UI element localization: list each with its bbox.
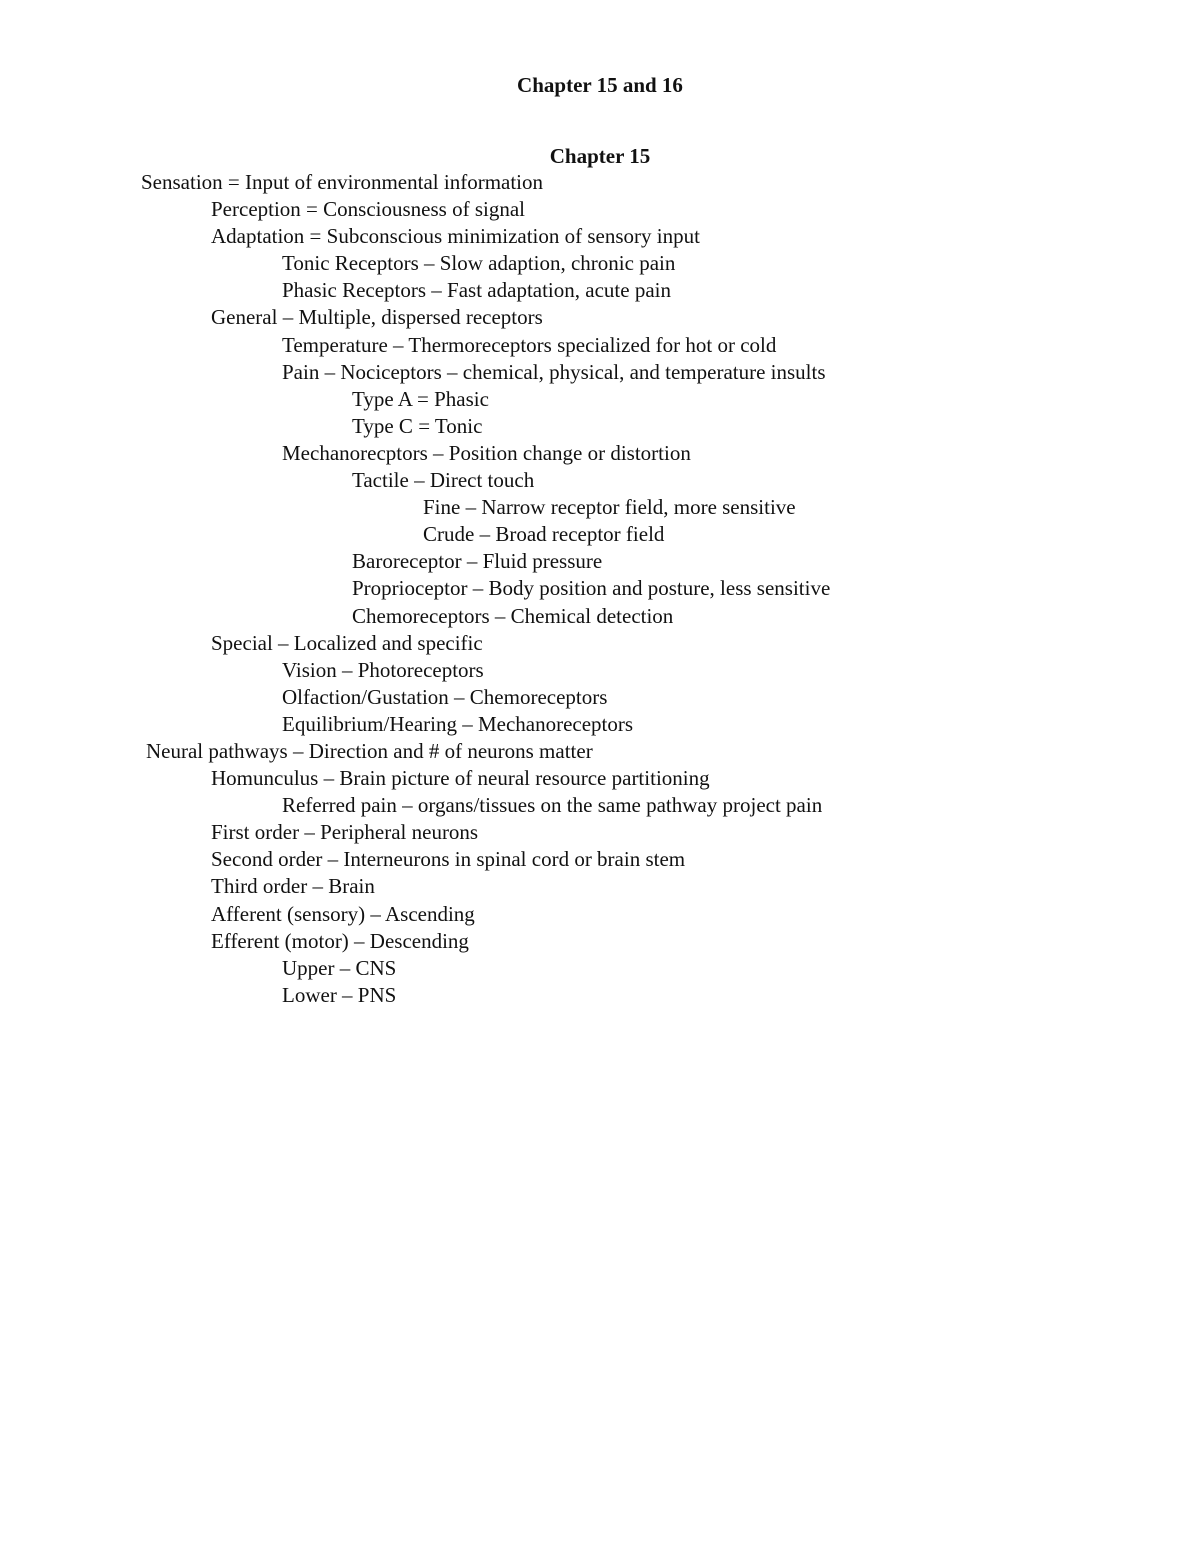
outline-line: Third order – Brain [211, 874, 375, 899]
outline-line: Crude – Broad receptor field [423, 522, 665, 547]
outline-list [0, 169, 1200, 1009]
outline-line: Equilibrium/Hearing – Mechanoreceptors [282, 711, 634, 736]
document-title: Chapter 15 and 16 [517, 73, 683, 97]
outline-line: Chemoreceptors – Chemical detection [352, 603, 674, 628]
outline-line: Proprioceptor – Body position and posture, less sensitive [352, 576, 831, 601]
outline-line: Fine – Narrow receptor field, more sensitive [423, 495, 796, 520]
outline-line: Mechanorecptors – Position change or distortion [282, 440, 691, 465]
outline-line: Temperature – Thermoreceptors specialized for hot or cold [282, 332, 777, 357]
outline-line: Referred pain – organs/tissues on the same pathway project pain [282, 793, 823, 818]
outline-line: Phasic Receptors – Fast adaptation, acute pain [282, 278, 671, 303]
outline-line: Homunculus – Brain picture of neural resource partitioning [211, 766, 710, 791]
outline-line: Perception = Consciousness of signal [211, 197, 525, 222]
outline-line: Adaptation = Subconscious minimization of sensory input [211, 224, 700, 249]
outline-line: Afferent (sensory) – Ascending [211, 901, 475, 926]
outline-line: First order – Peripheral neurons [211, 820, 479, 845]
outline-line: General – Multiple, dispersed receptors [211, 305, 543, 330]
outline-line: Type C = Tonic [352, 413, 483, 438]
outline-line: Vision – Photoreceptors [282, 657, 484, 682]
outline-line: Special – Localized and specific [211, 630, 483, 655]
outline-line: Type A = Phasic [352, 386, 489, 411]
section-title: Chapter 15 [549, 144, 651, 168]
outline-line: Lower – PNS [282, 982, 397, 1007]
outline-line: Efferent (motor) – Descending [211, 928, 469, 953]
outline-line: Tonic Receptors – Slow adaption, chronic pain [282, 251, 676, 276]
outline-line: Pain – Nociceptors – chemical, physical, and temperature insults [282, 359, 826, 384]
outline-line: Olfaction/Gustation – Chemoreceptors [282, 684, 608, 709]
outline-line: Neural pathways – Direction and # of neurons matter [146, 738, 593, 763]
outline-line: Upper – CNS [282, 955, 397, 980]
outline-line: Baroreceptor – Fluid pressure [352, 549, 603, 574]
outline-line: Second order – Interneurons in spinal cord or brain stem [211, 847, 686, 872]
outline-line: Sensation = Input of environmental information [141, 170, 544, 194]
outline-line: Tactile – Direct touch [352, 468, 535, 493]
